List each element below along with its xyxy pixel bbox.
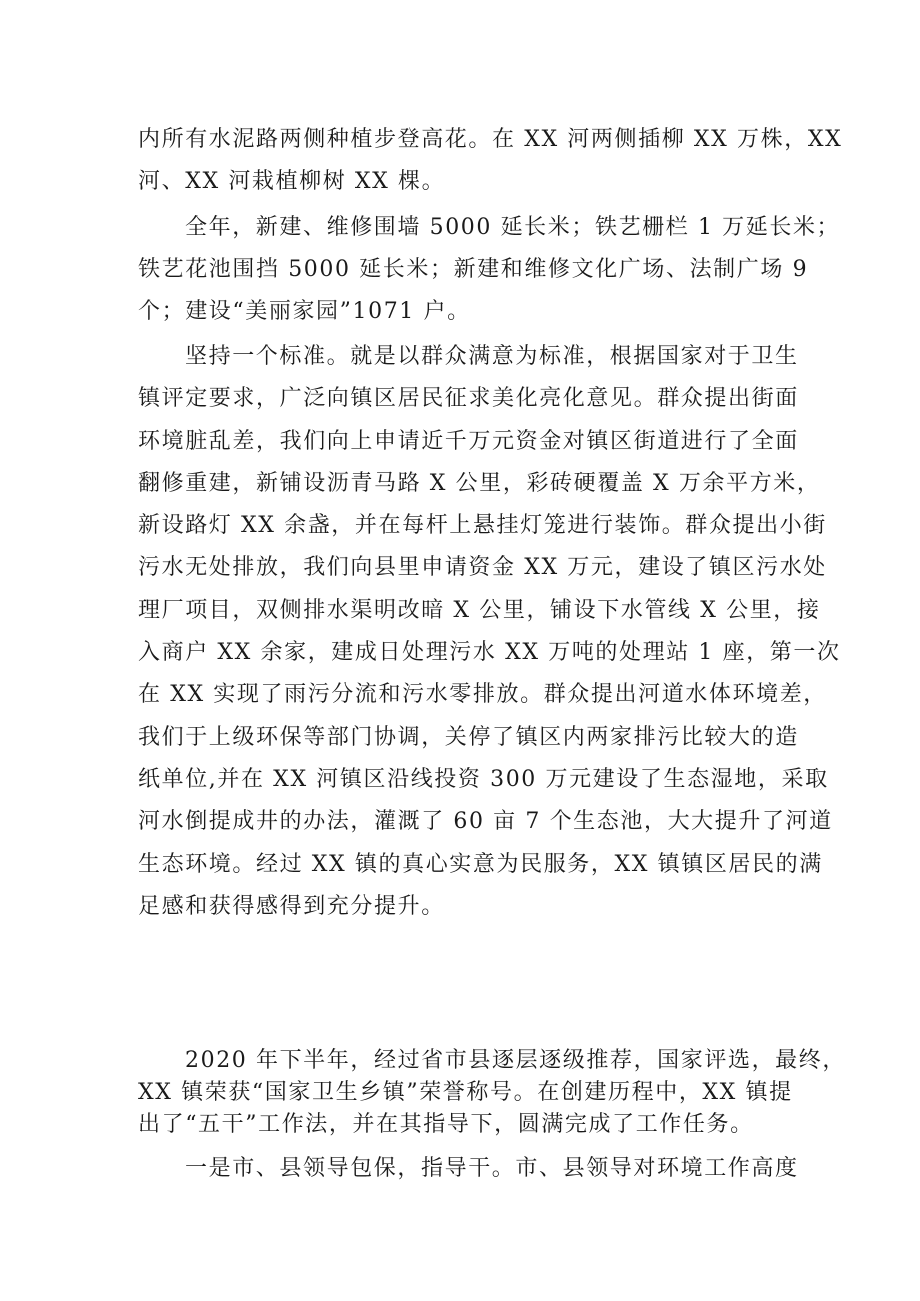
text-line: 新设路灯 XX 余盏，并在每杆上悬挂灯笼进行装饰。群众提出小街 bbox=[138, 513, 827, 539]
text-line: 镇评定要求，广泛向镇区居民征求美化亮化意见。群众提出街面 bbox=[138, 386, 799, 412]
text-line: 入商户 XX 余家，建成日处理污水 XX 万吨的处理站 1 座，第一次 bbox=[138, 640, 841, 666]
text-line: 污水无处排放，我们向县里申请资金 XX 万元，建设了镇区污水处 bbox=[138, 555, 827, 581]
paragraph-5 bbox=[138, 1148, 799, 1190]
text-line: 生态环境。经过 XX 镇的真心实意为民服务，XX 镇镇区居民的满 bbox=[138, 851, 823, 877]
text-line: 翻修重建，新铺设沥青马路 X 公里，彩砖硬覆盖 X 万余平方米， bbox=[138, 470, 821, 496]
text-line: 河水倒提成井的办法，灌溉了 60 亩 7 个生态池，大大提升了河道 bbox=[138, 809, 833, 835]
text-line: XX 镇荣获“国家卫生乡镇”荣誉称号。在创建历程中，XX 镇提 bbox=[138, 1080, 793, 1105]
text-line: 铁艺花池围挡 5000 延长米；新建和维修文化广场、法制广场 9 bbox=[138, 257, 809, 282]
paragraph-2 bbox=[138, 207, 841, 333]
text-line: 内所有水泥路两侧种植步登高花。在 XX 河两侧插柳 XX 万株，XX bbox=[138, 127, 843, 152]
paragraph-1 bbox=[138, 119, 843, 203]
text-line: 一是市、县领导包保，指导干。市、县领导对环境工作高度 bbox=[185, 1156, 799, 1181]
text-line: 全年，新建、维修围墙 5000 延长米；铁艺栅栏 1 万延长米； bbox=[185, 215, 841, 240]
text-line: 纸单位,并在 XX 河镇区沿线投资 300 万元建设了生态湿地，采取 bbox=[138, 766, 829, 792]
paragraph-4 bbox=[138, 1045, 846, 1141]
text-line: 足感和获得感得到充分提升。 bbox=[138, 893, 445, 919]
paragraph-3 bbox=[138, 336, 841, 928]
text-line: 个；建设“美丽家园”1071 户。 bbox=[138, 299, 471, 324]
text-line: 坚持一个标准。就是以群众满意为标准，根据国家对于卫生 bbox=[185, 344, 799, 369]
text-line: 理厂项目，双侧排水渠明改暗 X 公里，铺设下水管线 X 公里，接 bbox=[138, 597, 821, 623]
text-line: 出了“五干”工作法，并在其指导下，圆满完成了工作任务。 bbox=[138, 1112, 754, 1137]
text-line: 我们于上级环保等部门协调，关停了镇区内两家排污比较大的造 bbox=[138, 724, 799, 750]
text-line: 环境脏乱差，我们向上申请近千万元资金对镇区街道进行了全面 bbox=[138, 428, 799, 454]
text-line: 在 XX 实现了雨污分流和污水零排放。群众提出河道水体环境差， bbox=[138, 682, 827, 708]
text-line: 河、XX 河栽植柳树 XX 棵。 bbox=[138, 169, 446, 194]
text-line: 2020 年下半年，经过省市县逐层逐级推荐，国家评选，最终， bbox=[185, 1048, 846, 1073]
